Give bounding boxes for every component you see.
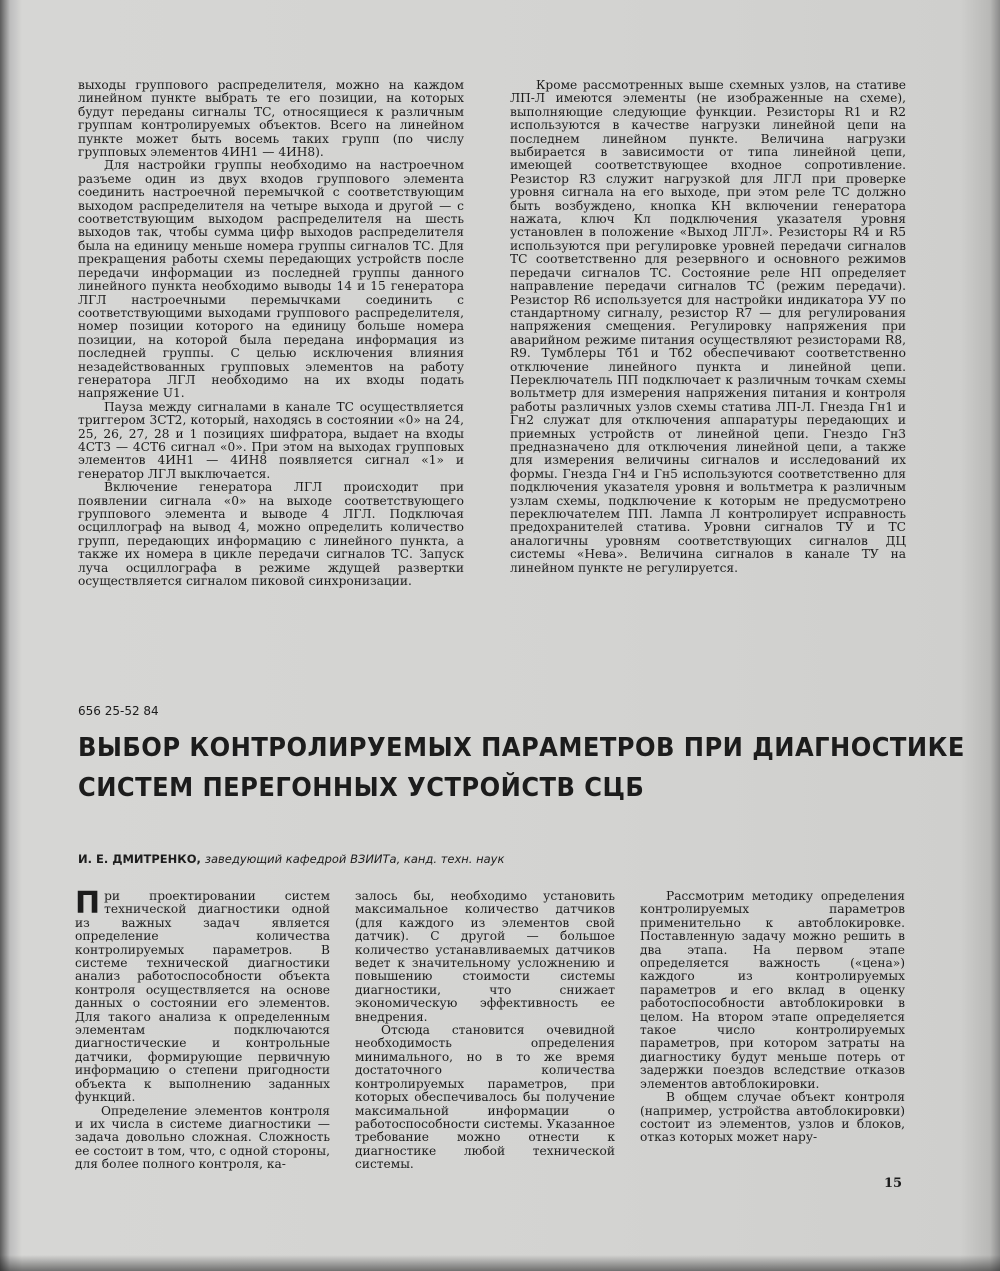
- paragraph: Рассмотрим методику определения контролируемых параметров применительно к автоблокировке. Поставленную задачу можно решить в два этапа. На первом этапе определяется важность («цена») каждого из контролируемых параметров и его вклад в оценку работоспособности автоблокировки в целом. На втором этапе определяется такое число контролируемых параметров, при котором затраты на диагностику будут меньше потерь от задержки поездов вследствие отказов элементов автоблокировки.: [640, 889, 905, 1091]
- paragraph-text: ри проектировании систем технической диагностики одной из важных задач является определение количества контролируемых параметров. В системе технической диагностики анализ работоспособности объекта контроля осуществляется на основе данных о состоянии его элементов. Для такого анализа к определенным элементам подключаются диагностические и контрольные датчики, формирующие первичную информацию о степени пригодности объекта к выполнению заданных функций.: [75, 889, 330, 1105]
- udc-code: 656 25-52 84: [78, 704, 159, 718]
- article-column-1: [75, 886, 330, 1172]
- title-line-1: ВЫБОР КОНТРОЛИРУЕМЫХ ПАРАМЕТРОВ ПРИ ДИАГНОСТИКЕ: [78, 733, 965, 763]
- paragraph: Включение генератора ЛГЛ происходит при появлении сигнала «0» на выходе соответствующего группового элемента и выводе 4 ЛГЛ. Подключая осциллограф на вывод 4, можно определить количество групп, передающих информацию с линейного пункта, а также их номера в цикле передачи сигналов ТС. Запуск луча осциллографа в режиме ждущей развертки осуществляется сигналом пиковой синхронизации.: [78, 480, 464, 589]
- paragraph: В общем случае объект контроля (например, устройства автоблокировки) состоит из элементов, узлов и блоков, отказ которых может нару-: [640, 1090, 905, 1145]
- paragraph: [75, 886, 330, 1105]
- scan-shadow: [0, 1255, 1000, 1271]
- top-left-column: [78, 79, 464, 588]
- author-line: [78, 852, 504, 866]
- paragraph: выходы группового распределителя, можно на каждом линейном пункте выбрать те его позиции, на которых будут переданы сигналы ТС, относящиеся к различным группам контролируемых объектов. Всего на линейном пункте может быть восемь таких групп (по числу групповых элементов 4ИН1 — 4ИН8).: [78, 78, 464, 160]
- article-title: [78, 728, 965, 808]
- article-column-3: [640, 890, 905, 1145]
- top-right-column: [510, 79, 906, 575]
- drop-cap: П: [75, 886, 101, 921]
- page-number: 15: [884, 1176, 903, 1191]
- paragraph: залось бы, необходимо установить максимальное количество датчиков (для каждого из элементов свой датчик). С другой — большое количество устанавливаемых датчиков ведет к значительному усложнению и повышению стоимости системы диагностики, что снижает экономическую эффективность ее внедрения.: [355, 889, 615, 1024]
- title-line-2: СИСТЕМ ПЕРЕГОННЫХ УСТРОЙСТВ СЦБ: [78, 773, 645, 803]
- paragraph: Определение элементов контроля и их числа в системе диагностики — задача довольно сложная. Сложность ее состоит в том, что, с одной стороны, для более полного контроля, ка-: [75, 1103, 330, 1172]
- paragraph: Отсюда становится очевидной необходимость определения минимального, но в то же время достаточного количества контролируемых параметров, при которых обеспечивалось бы получение максимальной информации о работоспособности системы. Указанное требование можно отнести к диагностике любой технической системы.: [355, 1023, 615, 1172]
- paragraph: Для настройки группы необходимо на настроечном разъеме один из двух входов группового элемента соединить настроечной перемычкой с соответствующим выходом распределителя на четыре выхода и другой — с соответствующим выходом распределителя на шесть выходов так, чтобы сумма цифр выходов распределителя была на единицу меньше номера группы сигналов ТС. Для прекращения работы схемы передающих устройств после передачи информации из последней группы данного линейного пункта необходимо выводы 14 и 15 генератора ЛГЛ настроечными перемычками соединить с соответствующими выходами группового распределителя, номер позиции которого на единицу больше номера позиции, на которой была передана информация из последней группы. С целью исключения влияния незадействованных групповых элементов на работу генератора ЛГЛ необходимо на их входы подать напряжение U1.: [78, 158, 464, 401]
- paragraph: Пауза между сигналами в канале ТС осуществляется триггером 3СТ2, который, находясь в состоянии «0» на 24, 25, 26, 27, 28 и 1 позициях шифратора, выдает на входы 4СТ3 — 4СТ6 сигнал «0». При этом на выходах групповых элементов 4ИН1 — 4ИН8 появляется сигнал «1» и генератор ЛГЛ выключается.: [78, 399, 464, 481]
- author-name: И. Е. ДМИТРЕНКО,: [78, 852, 201, 866]
- author-role: заведующий кафедрой ВЗИИТа, канд. техн. наук: [204, 852, 505, 866]
- article-column-2: [355, 890, 615, 1172]
- paragraph: Кроме рассмотренных выше схемных узлов, на стативе ЛП-Л имеются элементы (не изображенные на схеме), выполняющие следующие функции. Резисторы R1 и R2 используются в качестве нагрузки линейной цепи на последнем линейном пункте. Величина нагрузки выбирается в зависимости от типа линейной цепи, имеющей соответствующее входное сопротивление. Резистор R3 служит нагрузкой для ЛГЛ при проверке уровня сигнала на его выходе, при этом реле ТС должно быть возбуждено, кнопка КН включении генератора нажата, ключ Кл подключения указателя уровня установлен в положение «Выход ЛГЛ». Резисторы R4 и R5 используются при регулировке уровней передачи сигналов ТС соответственно для резервного и основного режимов передачи сигналов ТС. Состояние реле НП определяет направление передачи сигналов ТС (режим передачи). Резистор R6 используется для настройки индикатора УУ по стандартному сигналу, резистор R7 — для регулирования напряжения смещения. Регулировку напряжения при аварийном режиме питания осуществляют резисторами R8, R9. Тумблеры Тб1 и Тб2 обеспечивают соответственно отключение линейного пункта и линейной цепи. Переключатель ПП подключает к различным точкам схемы вольтметр для измерения напряжения питания и контроля работы различных узлов схемы статива ЛП-Л. Гнезда Гн1 и Гн2 служат для отключения аппаратуры передающих и приемных устройств от линейной цепи. Гнездо Гн3 предназначено для отключения линейной цепи, а также для измерения величины сигналов и исследований их формы. Гнезда Гн4 и Гн5 используются соответственно для подключения указателя уровня и вольтметра к различным узлам схемы, подключение к которым не предусмотрено переключателем ПП. Лампа Л контролирует исправность предохранителей статива. Уровни сигналов ТУ и ТС аналогичны уровням соответствующих сигналов ДЦ системы «Нева». Величина сигналов в канале ТУ на линейном пункте не регулируется.: [510, 78, 906, 575]
